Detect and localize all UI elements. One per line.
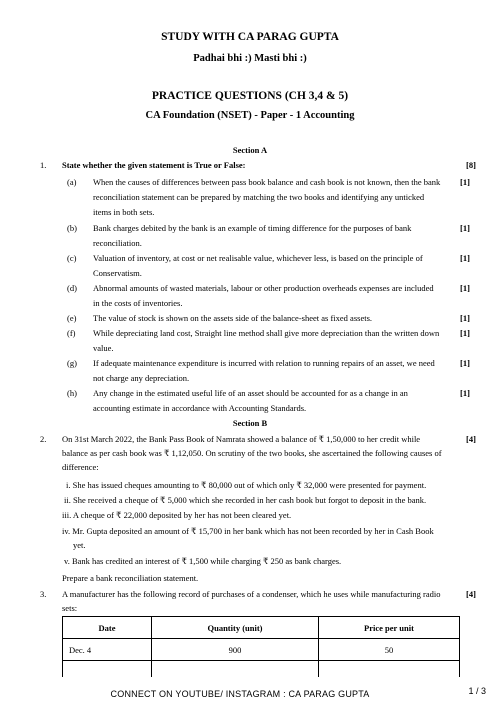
- table-cell-quantity: 900: [152, 639, 319, 661]
- table-header-price: Price per unit: [319, 617, 460, 639]
- q2-point-i: i. She has issued cheques amounting to ₹ 80,000 out of which only ₹ 32,000 were presented for payment.: [66, 480, 427, 490]
- page-number: 1 / 3: [468, 686, 486, 696]
- table-cell-price: 50: [319, 639, 460, 661]
- table-header-date: Date: [63, 617, 152, 639]
- table-cell-price: [319, 661, 460, 678]
- q1-item-text: reconciliation statement can be prepared by matching the two books and identifying any unticked: [93, 192, 425, 202]
- q2-marks: [4]: [466, 434, 476, 444]
- table-row: [63, 639, 460, 661]
- q2-closing: Prepare a bank reconciliation statement.: [62, 573, 199, 583]
- section-a-heading: Section A: [232, 145, 268, 155]
- q1-item-text: Any change in the estimated useful life of an asset should be accounted for as a change in an: [93, 388, 408, 398]
- table-row: [63, 661, 460, 678]
- q1-item-marks: [1]: [460, 328, 470, 338]
- q1-item-marks: [1]: [460, 177, 470, 187]
- q1-item-text: value.: [93, 343, 114, 353]
- q1-item-text: in the costs of inventories.: [93, 298, 183, 308]
- q1-item-marks: [1]: [460, 388, 470, 398]
- q1-item-marks: [1]: [460, 358, 470, 368]
- q3-marks: [4]: [466, 589, 476, 599]
- q1-item-text: While depreciating land cost, Straight line method shall give more depreciation than the written down: [93, 328, 440, 338]
- q1-item-text: not charge any depreciation.: [93, 373, 190, 383]
- q1-item-text: Conservatism.: [93, 268, 142, 278]
- q1-item-marks: [1]: [460, 283, 470, 293]
- q1-item-label: (b): [67, 223, 77, 233]
- header-title: STUDY WITH CA PARAG GUPTA: [161, 31, 339, 43]
- table-header-row: [63, 617, 460, 639]
- q1-number: 1.: [40, 160, 47, 170]
- q2-line-1: On 31st March 2022, the Bank Pass Book of Namrata showed a balance of ₹ 1,50,000 to her credit while: [62, 434, 421, 444]
- q1-item-text: The value of stock is shown on the assets side of the balance-sheet as fixed assets.: [93, 313, 373, 323]
- q1-item-text: Abnormal amounts of wasted materials, labour or other production overheads expenses are included: [93, 283, 434, 293]
- q1-item-label: (c): [67, 253, 77, 263]
- q1-item-text: If adequate maintenance expenditure is incurred with relation to running repairs of an asset, we need: [93, 358, 435, 368]
- table-header-quantity: Quantity (unit): [152, 617, 319, 639]
- q1-item-text: Bank charges debited by the bank is an example of timing difference for the purposes of bank: [93, 223, 412, 233]
- q1-item-label: (e): [67, 313, 77, 323]
- q1-item-marks: [1]: [460, 313, 470, 323]
- q2-point-v: v. Bank has credited an interest of ₹ 1,500 while charging ₹ 250 as bank charges.: [64, 556, 342, 566]
- purchases-table: [62, 616, 460, 677]
- doc-title: PRACTICE QUESTIONS (CH 3,4 & 5): [151, 90, 349, 102]
- q1-text: State whether the given statement is True or False:: [62, 160, 246, 170]
- header-tagline: Padhai bhi :) Masti bhi :): [193, 53, 307, 64]
- q1-item-label: (f): [67, 328, 76, 338]
- table-cell-quantity: [152, 661, 319, 678]
- section-b-heading: Section B: [232, 418, 268, 428]
- q2-point-iv-cont: yet.: [73, 540, 86, 550]
- q1-item-label: (h): [67, 388, 77, 398]
- q2-point-iii: iii. A cheque of ₹ 22,000 deposited by her has not been cleared yet.: [62, 510, 292, 520]
- q1-item-label: (d): [67, 283, 77, 293]
- q1-item-text: reconciliation.: [93, 238, 142, 248]
- q2-point-iv: iv. Mr. Gupta deposited an amount of ₹ 15,700 in her bank which has not been recorded by her in Cash Book: [62, 526, 434, 536]
- q2-number: 2.: [40, 434, 47, 444]
- q1-item-text: When the causes of differences between pass book balance and cash book is not known, then the bank: [93, 177, 441, 187]
- table-cell-date: Dec. 4: [63, 639, 152, 661]
- q3-line-1: A manufacturer has the following record of purchases of a condenser, which he uses while manufacturing radio: [62, 589, 441, 599]
- q1-item-label: (g): [67, 358, 77, 368]
- q1-item-text: Valuation of inventory, at cost or net realisable value, whichever less, is based on the principle of: [93, 253, 423, 263]
- q2-line-3: difference:: [62, 462, 99, 472]
- q1-item-marks: [1]: [460, 253, 470, 263]
- table-cell-date: [63, 661, 152, 678]
- q1-marks: [8]: [466, 160, 476, 170]
- q1-item-text: accounting estimate in accordance with Accounting Standards.: [93, 403, 307, 413]
- q3-line-2: sets:: [62, 603, 78, 613]
- footer-text: CONNECT ON YOUTUBE/ INSTAGRAM : CA PARAG GUPTA: [110, 689, 370, 699]
- q2-line-2: balance as per cash book was ₹ 1,12,050. On scrutiny of the two books, she ascertained the following causes of: [62, 448, 442, 458]
- q1-item-marks: [1]: [460, 223, 470, 233]
- q3-number: 3.: [40, 589, 47, 599]
- q2-point-ii: ii. She received a cheque of ₹ 5,000 which she recorded in her cash book but forgot to deposit in the bank.: [64, 495, 427, 505]
- q1-item-label: (a): [67, 177, 77, 187]
- q1-item-text: items in both sets.: [93, 207, 155, 217]
- doc-subtitle: CA Foundation (NSET) - Paper - 1 Accounting: [145, 110, 355, 121]
